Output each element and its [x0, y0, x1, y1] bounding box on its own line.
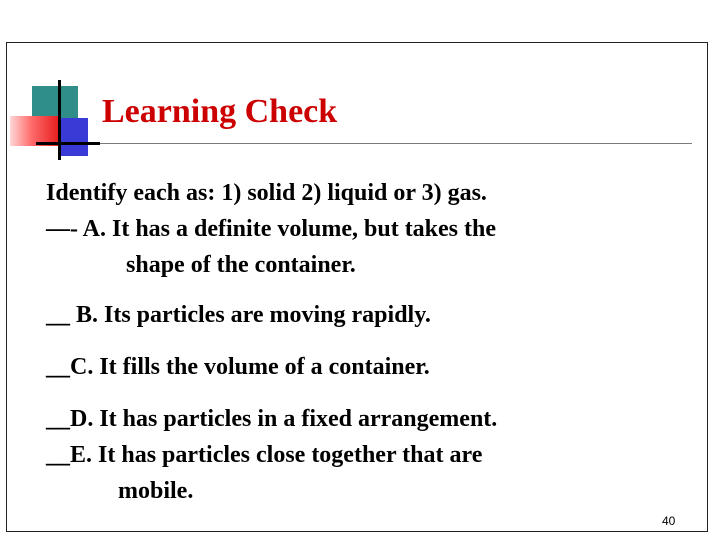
slide-title: Learning Check: [102, 93, 338, 130]
accent-blue-square: [58, 118, 88, 156]
title-underline-rule: [100, 143, 692, 144]
item-e-line-2: mobile.: [118, 478, 194, 504]
accent-teal-square: [32, 86, 78, 118]
item-e-line-1: __E. It has particles close together that are: [46, 442, 483, 468]
item-a-line-2: shape of the container.: [126, 252, 356, 278]
accent-horizontal-line: [36, 142, 100, 145]
instruction-text: Identify each as: 1) solid 2) liquid or 3) gas.: [46, 180, 487, 206]
page-number: 40: [662, 514, 676, 528]
accent-vertical-line: [58, 80, 61, 160]
item-a-line-1: —- A. It has a definite volume, but takes the: [46, 216, 497, 242]
item-d: __D. It has particles in a fixed arrangement.: [46, 406, 498, 432]
item-b: __ B. Its particles are moving rapidly.: [46, 302, 431, 328]
slide-body: [46, 175, 696, 509]
item-c: __C. It fills the volume of a container.: [46, 354, 430, 380]
